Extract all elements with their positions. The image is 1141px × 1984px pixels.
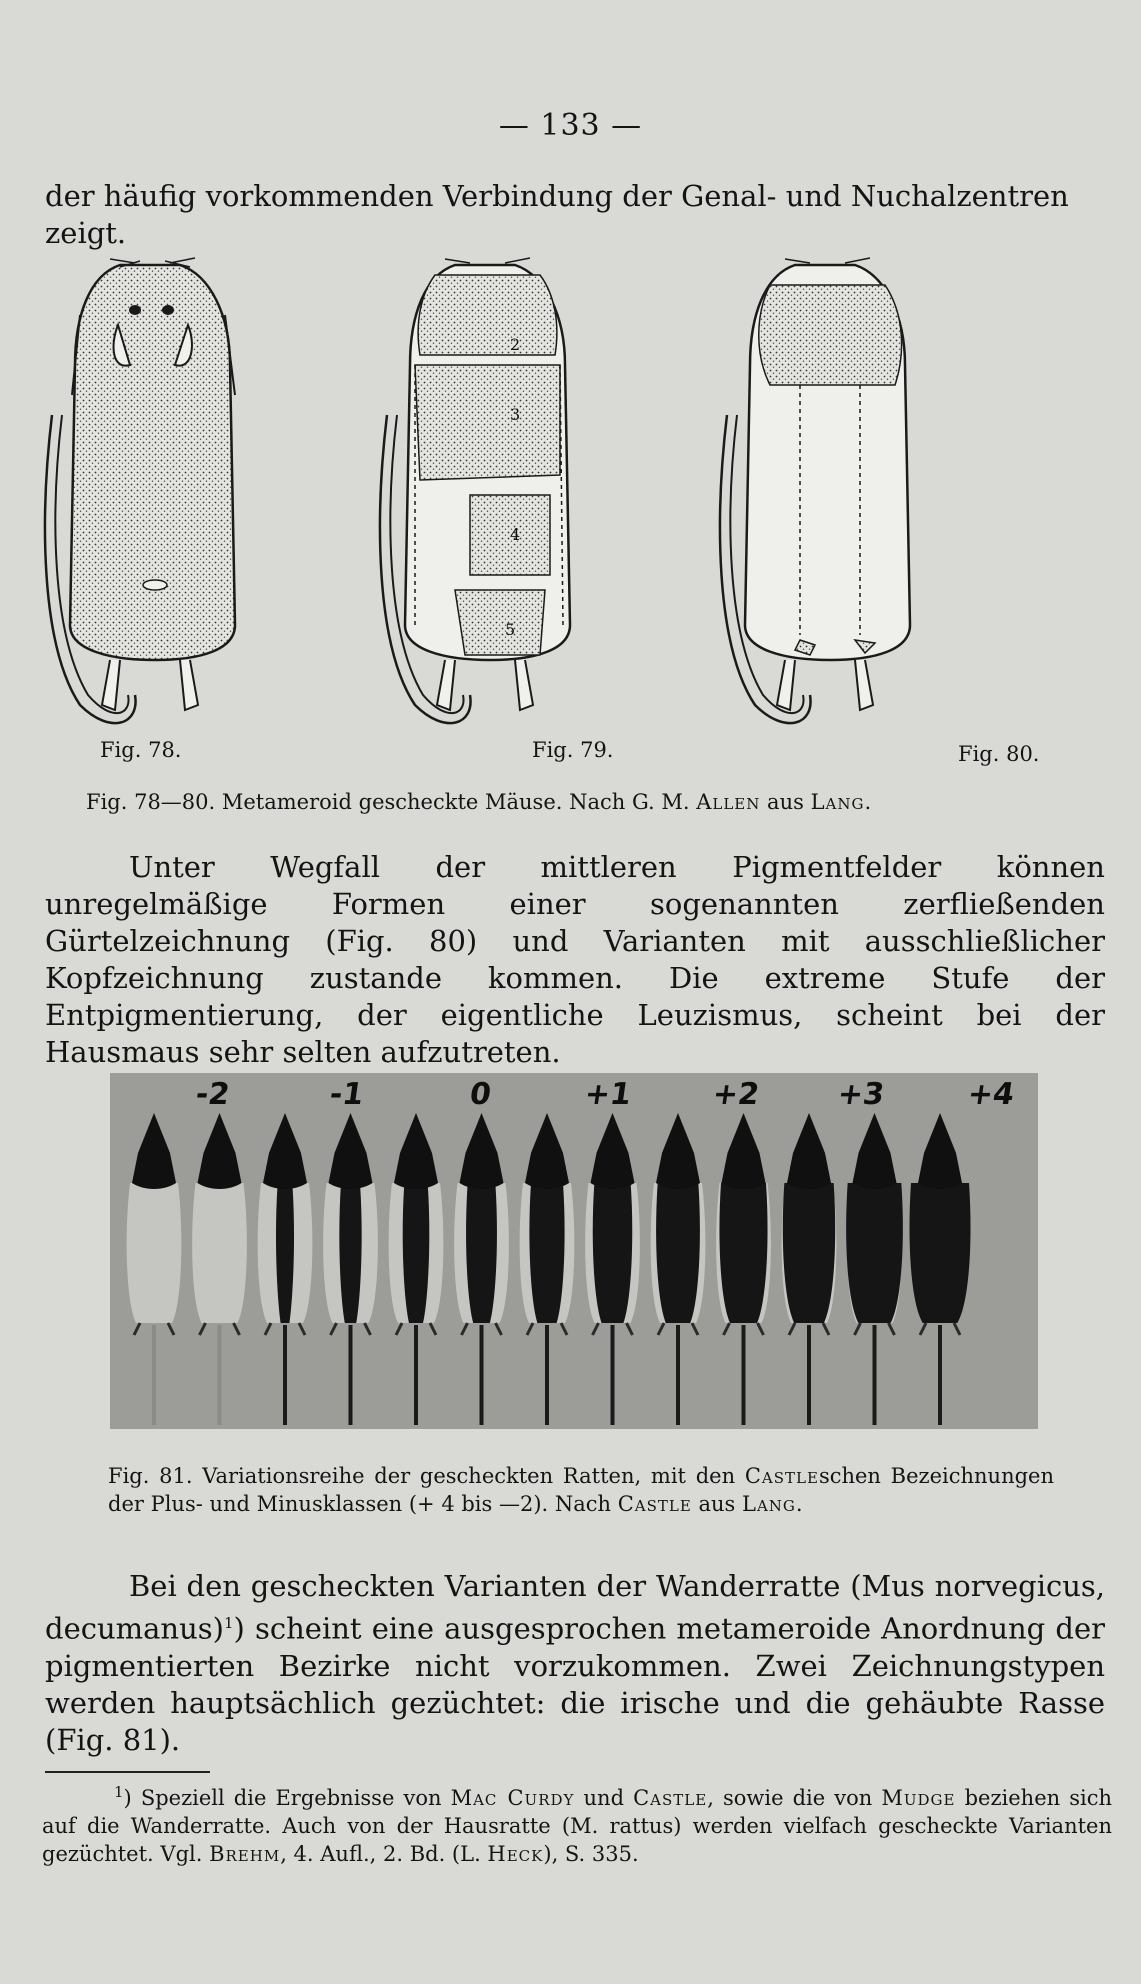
class-label-plus-4: +4 — [965, 1077, 1017, 1112]
class-label-plus-2: +2 — [710, 1077, 762, 1112]
mouse-drawing-fig-79 — [375, 255, 605, 725]
class-label-minus-2: -2 — [193, 1077, 232, 1112]
mouse-drawing-fig-78 — [40, 255, 270, 725]
class-label-plus-3: +3 — [835, 1077, 887, 1112]
fig-79-label: Fig. 79. — [532, 738, 614, 762]
rat-9 — [651, 1113, 706, 1425]
rat-series-photo — [110, 1073, 1038, 1429]
rat-12 — [846, 1113, 903, 1425]
figure-81-caption: Fig. 81. Variationsreihe der gescheckten Ratten, mit den Castleschen Bezeichnungen der Plus- und Minusklassen (+ 4 bis —2). Nach Castle aus Lang. — [108, 1464, 1055, 1516]
paragraph-3: Bei den gescheckten Varianten der Wanderratte (Mus norvegicus, decumanus)$^1$) scheint eine ausgesprochen metameroide Anordnung der pigmentierten Bezirke nicht vorzukommen. Zwei Zeichnungstypen werden hauptsächlich gezüchtet: die irische und die gehäubte Rasse (Fig. 81). — [45, 1569, 1105, 1757]
segment-number-3: 3 — [510, 405, 521, 424]
intro-text: der häufig vorkommenden Verbindung der Genal- und Nuchalzentren zeigt. — [45, 179, 1069, 250]
rat-5 — [389, 1113, 444, 1425]
rat-13 — [909, 1113, 970, 1425]
class-label-plus-1: +1 — [582, 1077, 634, 1112]
page-number: — 133 — — [498, 108, 643, 143]
rat-8 — [585, 1113, 640, 1425]
footnote-rule — [45, 1771, 210, 1773]
rat-7 — [520, 1113, 575, 1425]
rat-series-illustration — [110, 1073, 1038, 1429]
rat-3 — [258, 1113, 313, 1425]
rat-1 — [127, 1113, 182, 1425]
rat-2 — [192, 1113, 247, 1425]
segment-number-2: 2 — [510, 335, 521, 354]
mouse-drawing-fig-80 — [715, 255, 945, 725]
class-label-0: 0 — [467, 1077, 494, 1112]
paragraph-2: Unter Wegfall der mittleren Pigmentfelder können unregelmäßige Formen einer sogenannten zerfließenden Gürtelzeichnung (Fig. 80) und Varianten mit ausschließlicher Kopfzeichnung zustande kommen. Die extreme Stufe der Entpigmentierung, der eigentliche Leuzismus, scheint bei der Hausmaus sehr selten aufzutreten. — [45, 850, 1105, 1069]
footnote: $^1$) Speziell die Ergebnisse von Mac Curdy und Castle, sowie die von Mudge beziehen sich auf die Wanderratte. Auch von der Hausratte (M. rattus) werden vielfach gescheckte Varianten gezüchtet. Vgl. Brehm, 4. Aufl., 2. Bd. (L. Heck), S. 335. — [42, 1783, 1113, 1866]
rat-4 — [323, 1113, 378, 1425]
class-label-minus-1: -1 — [327, 1077, 366, 1112]
fig-80-label: Fig. 80. — [958, 742, 1040, 766]
fig-78-label: Fig. 78. — [100, 738, 182, 762]
figures-78-80-caption: Fig. 78—80. Metameroid gescheckte Mäuse. Nach G. M. Allen aus Lang. — [86, 790, 872, 814]
segment-number-5: 5 — [505, 620, 516, 639]
segment-number-4: 4 — [510, 525, 521, 544]
rat-11 — [782, 1113, 837, 1425]
rat-10 — [716, 1113, 771, 1425]
figures-78-80 — [40, 255, 1110, 755]
rat-6 — [454, 1113, 509, 1425]
